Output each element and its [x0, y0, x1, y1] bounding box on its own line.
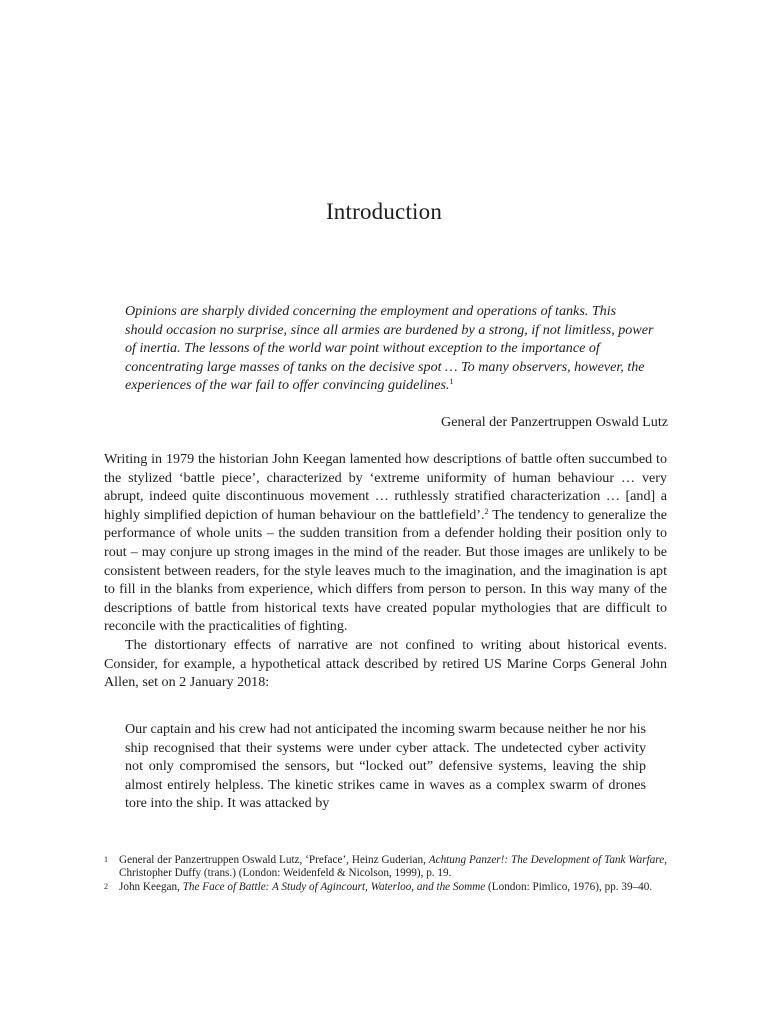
footnote-ref-1[interactable]: 1 [449, 377, 454, 387]
paragraph-1-part-b: The tendency to generalize the performance of whole units – the sudden transition from a defender holding their position only to rout – may conjure up strong images in the mind of the reader. But those images are unlikely to be consistent between readers, for the style leaves much to the imagination, and the imagination is apt to fill in the blanks from experience, which differs from person to person. In this way many of the descriptions of battle from historical texts have created popular mythologies that are difficult to reconcile with the practicalities of fighting. [104, 506, 667, 635]
footnote-title: Achtung Panzer!: The Development of Tank Warfare [428, 854, 665, 866]
footnote-text-end: , Christopher Duffy (trans.) (London: Weidenfeld & Nicolson, 1999), p. 19. [119, 854, 668, 880]
block-quote: Our captain and his crew had not anticipated the incoming swarm because neither he nor his ship recognised that their systems were under cyber attack. The undetected cyber activity not only compromised the sensors, but “locked out” defensive systems, leaving the ship almost entirely helpless. The kinetic strikes came in waves as a complex swarm of drones tore into the ship. It was attacked by [125, 721, 646, 812]
epigraph [125, 302, 655, 395]
paragraph-1 [104, 450, 667, 636]
footnotes [104, 854, 667, 896]
footnote-number: 1 [104, 855, 108, 864]
paragraph-2: The distortionary effects of narrative are not confined to writing about historical events. Consider, for example, a hypothetical attack described by retired US Marine Corps General John Allen, set on 2 January 2018: [104, 636, 667, 691]
footnote-number: 2 [104, 882, 108, 892]
body-text [104, 450, 667, 692]
footnote [104, 854, 667, 880]
footnote [104, 881, 667, 894]
epigraph-attribution: General der Panzertruppen Oswald Lutz [441, 414, 668, 430]
footnote-text: John Keegan, [119, 881, 183, 894]
footnote-text-end: (London: Pimlico, 1976), pp. 39–40. [485, 881, 653, 894]
footnote-title: The Face of Battle: A Study of Agincourt, Waterloo, and the Somme [182, 881, 486, 894]
chapter-title: Introduction [325, 199, 443, 224]
epigraph-text: Opinions are sharply divided concerning the employment and operations of tanks. This should occasion no surprise, since all armies are burdened by a strong, if not limitless, power of inertia. The lessons of the world war point without exception to the importance of concentrating large masses of tanks on the decisive spot … To many observers, however, the experiences of the war fail to offer convincing guidelines. [125, 303, 654, 394]
footnote-ref-2[interactable]: 2 [484, 506, 489, 516]
footnote-text: General der Panzertruppen Oswald Lutz, ‘Preface’, Heinz Guderian, [119, 854, 429, 866]
paragraph-1-part-a: Writing in 1979 the historian John Keegan lamented how descriptions of battle often succumbed to the stylized ‘battle piece’, characterized by ‘extreme uniformity of human behaviour … very abrupt, indeed quite discontinuous movement … ruthlessly stratified characterization … [and] a highly simplified depiction of human behaviour on the battlefield’. [104, 451, 667, 523]
